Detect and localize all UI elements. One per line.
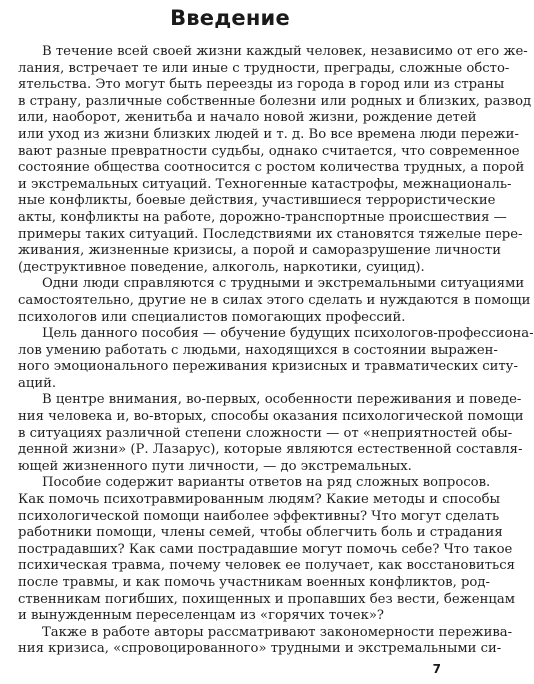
- text-line: состояние общества соотносится с ростом количества трудных, а порой: [18, 160, 525, 176]
- text-line: в ситуациях различной степени сложности — от «неприятностей обы-: [18, 425, 513, 441]
- text-line: и экстремальных ситуаций. Техногенные катастрофы, межнациональ-: [18, 176, 512, 192]
- paragraph: [18, 624, 513, 658]
- chapter-title: Введение: [170, 6, 290, 30]
- text-line: вают разные превратности судьбы, однако считается, что современное: [18, 143, 520, 159]
- page-number: 7: [432, 662, 441, 676]
- text-line: Как помочь психотравмированным людям? Какие методы и способы: [18, 492, 501, 508]
- text-line: аций.: [18, 375, 57, 391]
- text-line: ния человека и, во-вторых, способы оказания психологической помощи: [18, 409, 524, 425]
- text-line: ющей жизненного пути личности, — до экстремальных.: [18, 458, 412, 474]
- text-line: живания, жизненные кризисы, а порой и саморазрушение личности: [18, 243, 501, 259]
- text-line: психологов или специалистов помогающих профессий.: [18, 309, 406, 325]
- text-line: или, наоборот, женитьба и начало новой жизни, рождение детей: [18, 110, 477, 126]
- text-line: в страну, различные собственные болезни или родных и близких, развод: [18, 93, 532, 109]
- text-line: ния кризиса, «спровоцированного» трудными и экстремальными си-: [18, 641, 502, 657]
- text-line: психическая травма, почему человек ее получает, как восстановиться: [18, 558, 515, 574]
- text-line: ятельства. Это могут быть переезды из города в город или из страны: [18, 77, 505, 93]
- text-line: В течение всей своей жизни каждый человек, независимо от его же-: [42, 44, 528, 59]
- text-line: Цель данного пособия — обучение будущих психологов-профессиона-: [42, 326, 534, 342]
- text-line: или уход из жизни близких людей и т. д. Во все времена люди пережи-: [18, 126, 519, 142]
- text-line: денной жизни» (Р. Лазарус), которые являются естественной составля-: [18, 442, 523, 458]
- text-line: и вынужденным переселенцам из «горячих точек»?: [18, 608, 384, 624]
- text-line: работники помощи, члены семей, чтобы облегчить боль и страдания: [18, 525, 503, 541]
- paragraph: [18, 475, 515, 624]
- paragraph: [18, 44, 532, 276]
- text-line: акты, конфликты на работе, дорожно-транспортные происшествия —: [18, 209, 507, 225]
- text-line: лов умению работать с людьми, находящихся в состоянии выражен-: [18, 342, 498, 358]
- text-line: после травмы, и как помочь участникам военных конфликтов, род-: [18, 575, 490, 590]
- text-line: примеры таких ситуаций. Последствиями их становятся тяжелые пере-: [18, 226, 523, 242]
- text-line: пострадавших? Как сами пострадавшие могут помочь себе? Что такое: [18, 541, 513, 557]
- paragraph: [18, 392, 524, 475]
- text-line: лания, встречает те или иные с трудности, преграды, сложные обсто-: [18, 60, 510, 76]
- text-line: Пособие содержит варианты ответов на ряд сложных вопросов.: [42, 475, 491, 491]
- text-line: (деструктивное поведение, алкоголь, наркотики, суицид).: [18, 259, 425, 275]
- paragraph: [18, 276, 531, 326]
- paragraph: [18, 326, 534, 392]
- text-line: Также в работе авторы рассматривают закономерности пережива-: [42, 624, 513, 640]
- text-line: В центре внимания, во-первых, особенности переживания и поведе-: [42, 392, 522, 408]
- text-line: ные конфликты, боевые действия, участившиеся террористические: [18, 193, 496, 209]
- text-line: самостоятельно, другие не в силах этого сделать и нуждаются в помощи: [18, 292, 531, 308]
- text-line: ственникам погибших, похищенных и пропавших без вести, беженцам: [18, 591, 515, 607]
- text-line: Одни люди справляются с трудными и экстремальными ситуациями: [42, 276, 525, 292]
- text-line: психологической помощи наиболее эффективны? Что могут сделать: [18, 508, 500, 524]
- body-text: [18, 44, 534, 658]
- text-line: ного эмоционального переживания кризисных и травматических ситу-: [18, 359, 518, 375]
